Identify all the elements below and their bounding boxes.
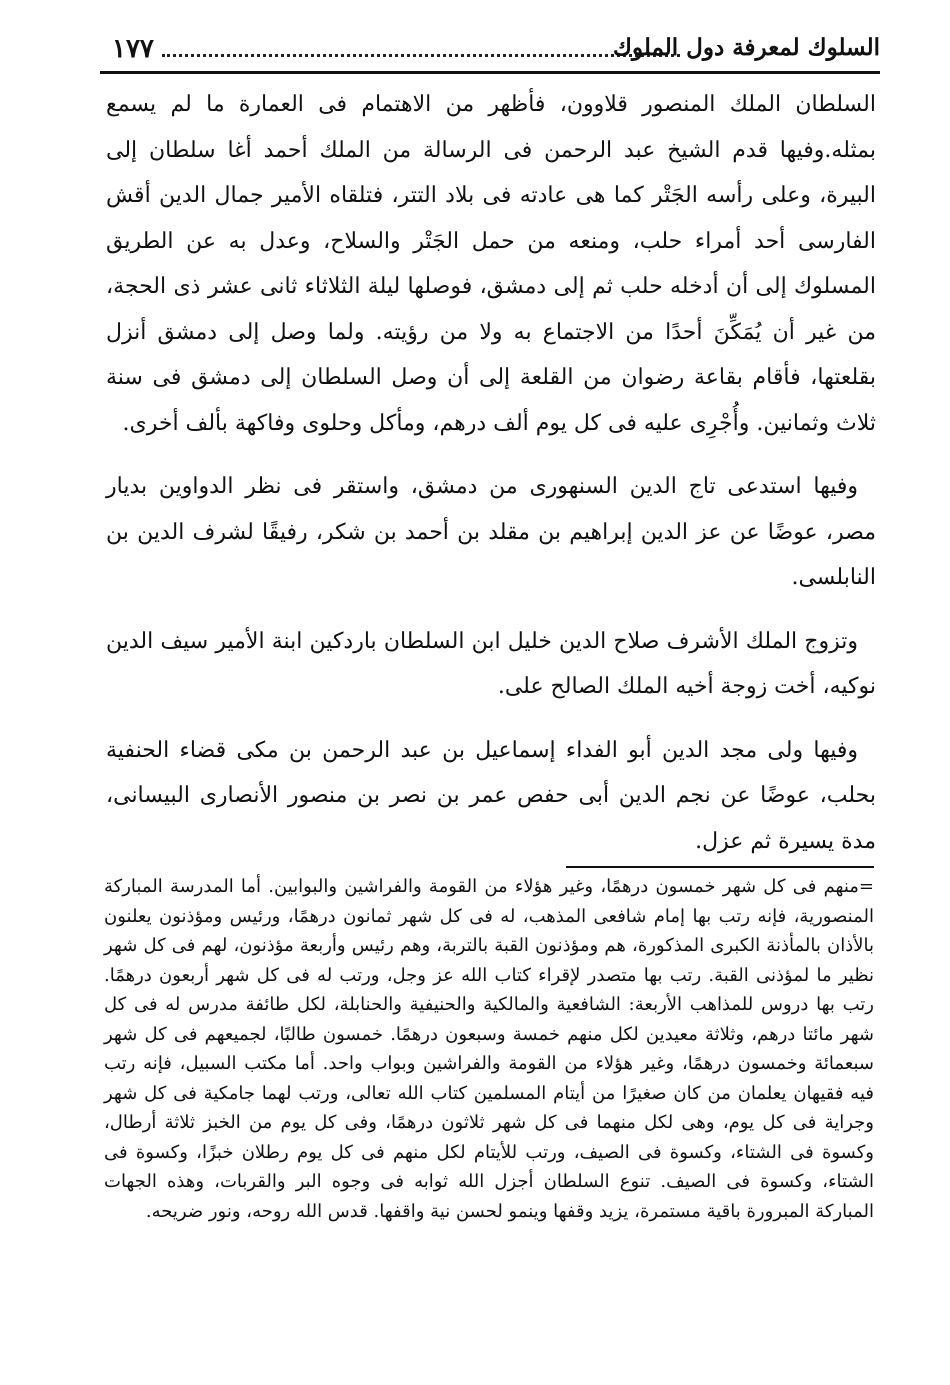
main-text: [106, 82, 876, 882]
book-title: السلوك لمعرفة دول الملوك: [612, 34, 880, 61]
paragraph-3: وتزوج الملك الأشرف صلاح الدين خليل ابن السلطان باردكين ابنة الأمير سيف الدين نوكيه، أخت زوجة أخيه الملك الصالح على.: [106, 628, 876, 699]
running-header: [100, 26, 880, 74]
footnote: [104, 872, 874, 1226]
footnote-separator: [566, 866, 874, 868]
header-leader-dots: [162, 54, 680, 57]
footnote-text: =منهم فى كل شهر خمسون درهمًا، وغير هؤلاء من القومة والفراشين والبوابين. أما المدرسة المباركة المنصورية، فإنه رتب بها إمام شافعى المذهب، له فى كل شهر ثمانون درهمًا، ورئيس ومؤذنون يعلنون بالأذان بالمأذنة الكبرى المذكورة، هم ومؤذنون القبة بالتربة، وهم رئيس وأربعة مؤذنون، لهم فى كل شهر نظير ما لمؤذنى القبة. رتب بها متصدر لإقراء كتاب الله عز وجل، ورتب له فى كل شهر أربعون درهمًا. رتب بها دروس للمذاهب الأربعة: الشافعية والمالكية والحنيفية والحنابلة، لكل طائفة مدرس له فى كل شهر مائتا درهم، وثلاثة معيدين لكل منهم خمسة وسبعون درهمًا. خمسون طالبًا، لجميعهم فى كل شهر سبعمائة وخمسون درهمًا، وغير هؤلاء من القومة والفراشين وبواب واحد. أما مكتب السبيل، فإنه رتب فيه فقيهان يعلمان من كان صغيرًا من أيتام المسلمين كتاب الله تعالى، ورتب لهما جامكية فى كل شهر وجراية فى كل يوم، وهى لكل منهما فى كل شهر ثلاثون درهمًا، وفى كل يوم من الخبز ثلاثة أرطال، وكسوة فى الشتاء، وكسوة فى الصيف، ورتب للأيتام لكل منهم فى كل يوم رطلان خبزًا، وكسوة فى الشتاء، وكسوة فى الصيف. تنوع السلطان أجزل الله ثوابه فى وجوه البر والقربات، وهذه الجهات المباركة المبرورة باقية مستمرة، يزيد وقفها وينمو لحسن نية واقفها. قدس الله روحه، ونور ضريحه.: [104, 876, 874, 1222]
paragraph-1: السلطان الملك المنصور قلاوون، فأظهر من الاهتمام فى العمارة ما لم يسمع بمثله.وفيها قدم الشيخ عبد الرحمن فى الرسالة من الملك أحمد أغا سلطان إلى البيرة، وعلى رأسه الجَتْر كما هى عادته فى بلاد التتر، فتلقاه الأمير جمال الدين أقش الفارسى أحد أمراء حلب، ومنعه من حمل الجَتْر والسلاح، وعدل به عن الطريق المسلوك إلى أن أدخله حلب ثم إلى دمشق، فوصلها ليلة الثلاثاء ثانى عشر ذى الحجة، من غير أن يُمَكِّنَ أحدًا من الاجتماع به ولا من رؤيته. ولما وصل إلى دمشق أنزل بقلعتها، فأقام بقاعة رضوان من القلعة إلى أن وصل السلطان إلى دمشق فى سنة ثلاث وثمانين. وأُجْرِى عليه فى كل يوم ألف درهم، ومأكل وحلوى وفاكهة بألف أخرى.: [106, 92, 876, 436]
header-rule: [100, 71, 880, 74]
page-number: ١٧٧: [112, 34, 154, 64]
paragraph-4: وفيها ولى مجد الدين أبو الفداء إسماعيل بن عبد الرحمن بن مكى قضاء الحنفية بحلب، عوضًا عن نجم الدين أبى حفص عمر بن نصر بن منصور الأنصارى البيسانى، مدة يسيرة ثم عزل.: [106, 737, 876, 854]
paragraph-2: وفيها استدعى تاج الدين السنهورى من دمشق، واستقر فى نظر الدواوين بديار مصر، عوضًا عن عز الدين إبراهيم بن مقلد بن أحمد بن شكر، رفيقًا لشرف الدين بن النابلسى.: [106, 474, 876, 590]
